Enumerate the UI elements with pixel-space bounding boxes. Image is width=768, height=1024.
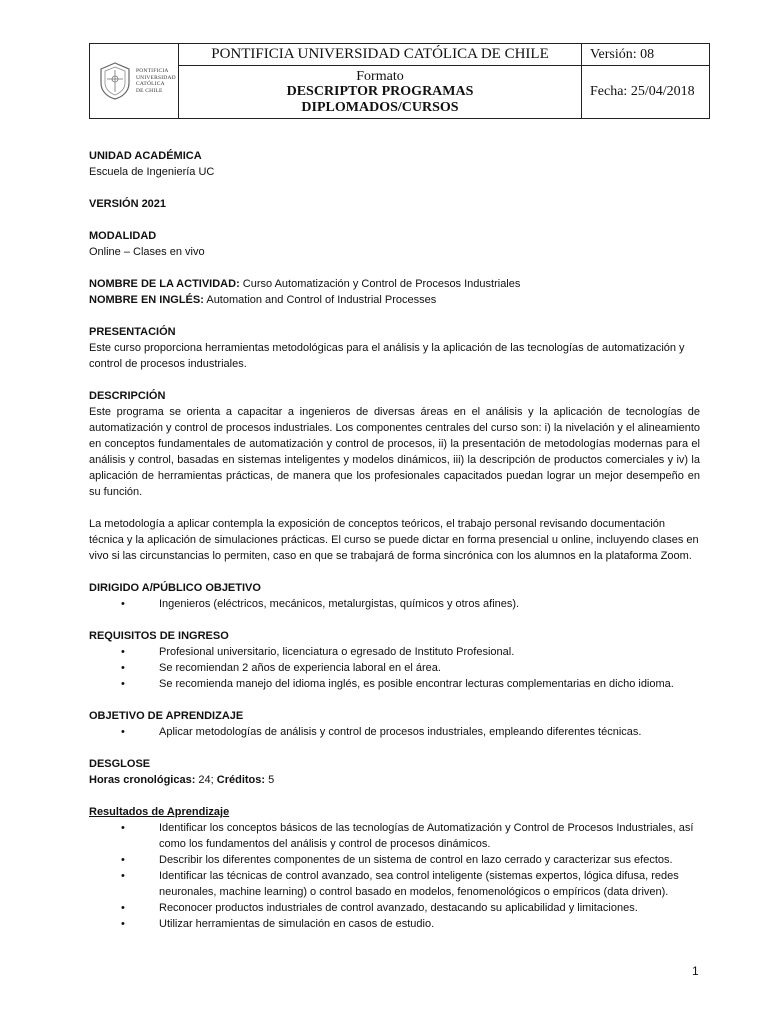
logo-cell [90, 44, 179, 119]
horas-value: 24; [195, 774, 217, 786]
creditos-value: 5 [265, 774, 275, 786]
activity-name-value: Curso Automatización y Control de Procesos Industriales [239, 278, 521, 290]
section-modalidad [89, 228, 700, 260]
list-item: • Ingenieros (eléctricos, mecánicos, metalurgistas, químicos y otros afines). [121, 598, 520, 610]
bullet-icon: • [121, 870, 125, 882]
section-metodologia [89, 516, 700, 564]
list-item: • Se recomiendan 2 años de experiencia laboral en el área. [121, 662, 441, 674]
bullet-icon: • [121, 646, 125, 658]
section-desglose [89, 756, 700, 788]
format-title-line-2: DIPLOMADOS/CURSOS [301, 99, 459, 115]
university-logo [90, 61, 178, 101]
activity-name-line [89, 276, 700, 292]
section-actividad [89, 276, 700, 308]
horas-label: Horas cronológicas: [89, 774, 196, 786]
university-seal-icon [98, 61, 132, 101]
bullet-icon: • [121, 822, 125, 834]
list-item: • Identificar las técnicas de control avanzado, sea control inteligente (sistemas expertos, lógica difusa, redes neuronales, machine learning) o control basado en modelos, fenomenológicos o empíricos (data driven). [121, 870, 679, 898]
header-table [89, 43, 710, 119]
list-item: • Profesional universitario, licenciatura o egresado de Instituto Profesional. [121, 646, 515, 658]
requisitos-list [89, 644, 700, 692]
section-requisitos [89, 628, 700, 692]
format-cell [179, 66, 582, 119]
objetivo-list [89, 724, 700, 740]
bullet-icon: • [121, 598, 125, 610]
presentacion-text: Este curso proporciona herramientas metodológicas para el análisis y la aplicación de las tecnologías de automatización y control de procesos industriales. [89, 342, 685, 370]
section-presentacion [89, 324, 700, 372]
list-item: • Describir los diferentes componentes de un sistema de control en lazo cerrado y caracterizar sus efectos. [121, 854, 673, 866]
descripcion-paragraph-2: La metodología a aplicar contempla la exposición de conceptos teóricos, el trabajo personal revisando documentación técnica y la aplicación de simulaciones prácticas. El curso se puede dictar en forma presencial u online, incluyendo clases en vivo si las circunstancias lo permiten, caso en que se trabajará de forma sincrónica con los alumnos en la plataforma Zoom. [89, 518, 699, 562]
date-cell: Fecha: 25/04/2018 [582, 66, 710, 119]
creditos-label: Créditos: [216, 774, 266, 786]
section-version [89, 196, 700, 212]
page-number: 1 [692, 964, 699, 978]
unidad-value: Escuela de Ingeniería UC [89, 166, 215, 178]
bullet-icon: • [121, 918, 125, 930]
list-item: • Identificar los conceptos básicos de las tecnologías de Automatización y Control de Procesos Industriales, así como los fundamentos del análisis y control de procesos dinámicos. [121, 822, 694, 850]
list-item: • Aplicar metodologías de análisis y control de procesos industriales, empleando diferentes técnicas. [121, 726, 642, 738]
list-item: • Se recomienda manejo del idioma inglés, es posible encontrar lecturas complementarias en dicho idioma. [121, 678, 674, 690]
english-name-label: NOMBRE EN INGLÉS: [89, 294, 204, 306]
format-title-line-1: DESCRIPTOR PROGRAMAS [286, 83, 474, 99]
format-label: Formato [356, 68, 404, 84]
heading-descripcion: DESCRIPCIÓN [89, 390, 166, 402]
english-name-value: Automation and Control of Industrial Processes [203, 294, 437, 306]
heading-desglose: DESGLOSE [89, 758, 151, 770]
section-descripcion [89, 388, 700, 500]
heading-unidad: UNIDAD ACADÉMICA [89, 150, 202, 162]
heading-presentacion: PRESENTACIÓN [89, 326, 176, 338]
bullet-icon: • [121, 854, 125, 866]
dirigido-list [89, 596, 700, 612]
heading-modalidad: MODALIDAD [89, 230, 157, 242]
heading-requisitos: REQUISITOS DE INGRESO [89, 630, 229, 642]
activity-name-label: NOMBRE DE LA ACTIVIDAD: [89, 278, 240, 290]
modalidad-value: Online – Clases en vivo [89, 246, 205, 258]
list-item: • Utilizar herramientas de simulación en casos de estudio. [121, 918, 435, 930]
bullet-icon: • [121, 726, 125, 738]
bullet-icon: • [121, 662, 125, 674]
institution-name: PONTIFICIA UNIVERSIDAD CATÓLICA DE CHILE [179, 44, 582, 66]
version-line: VERSIÓN 2021 [89, 198, 167, 210]
logo-wordmark: PONTIFICIA UNIVERSIDAD CATÓLICA DE CHILE [136, 68, 176, 94]
section-unidad [89, 148, 700, 180]
section-objetivo [89, 708, 700, 740]
bullet-icon: • [121, 678, 125, 690]
heading-dirigido: DIRIGIDO A/PÚBLICO OBJETIVO [89, 582, 261, 594]
english-name-line [89, 292, 700, 308]
heading-resultados: Resultados de Aprendizaje [89, 806, 230, 818]
section-dirigido [89, 580, 700, 612]
heading-objetivo: OBJETIVO DE APRENDIZAJE [89, 710, 244, 722]
resultados-list [89, 820, 700, 932]
document-body [89, 148, 700, 948]
section-resultados [89, 804, 700, 932]
desglose-line [89, 772, 700, 788]
version-cell: Versión: 08 [582, 44, 710, 66]
descripcion-paragraph-1: Este programa se orienta a capacitar a ingenieros de diversas áreas en el análisis y la aplicación de tecnologías de automatización y control de procesos industriales. Los componentes centrales del curso son: i) la nivelación y el alineamiento en conceptos fundamentales de automatización y control de procesos, ii) la presentación de metodologías modernas para el análisis y control, basadas en sistemas inteligentes y modelos dinámicos, iii) la descripción de productos comerciales y iv) la aplicación de herramientas prácticas, de manera que los profesionales capacitados puedan lograr un mejor desempeño en su función. [89, 406, 700, 498]
list-item: • Reconocer productos industriales de control avanzado, destacando su aplicabilidad y limitaciones. [121, 902, 638, 914]
bullet-icon: • [121, 902, 125, 914]
